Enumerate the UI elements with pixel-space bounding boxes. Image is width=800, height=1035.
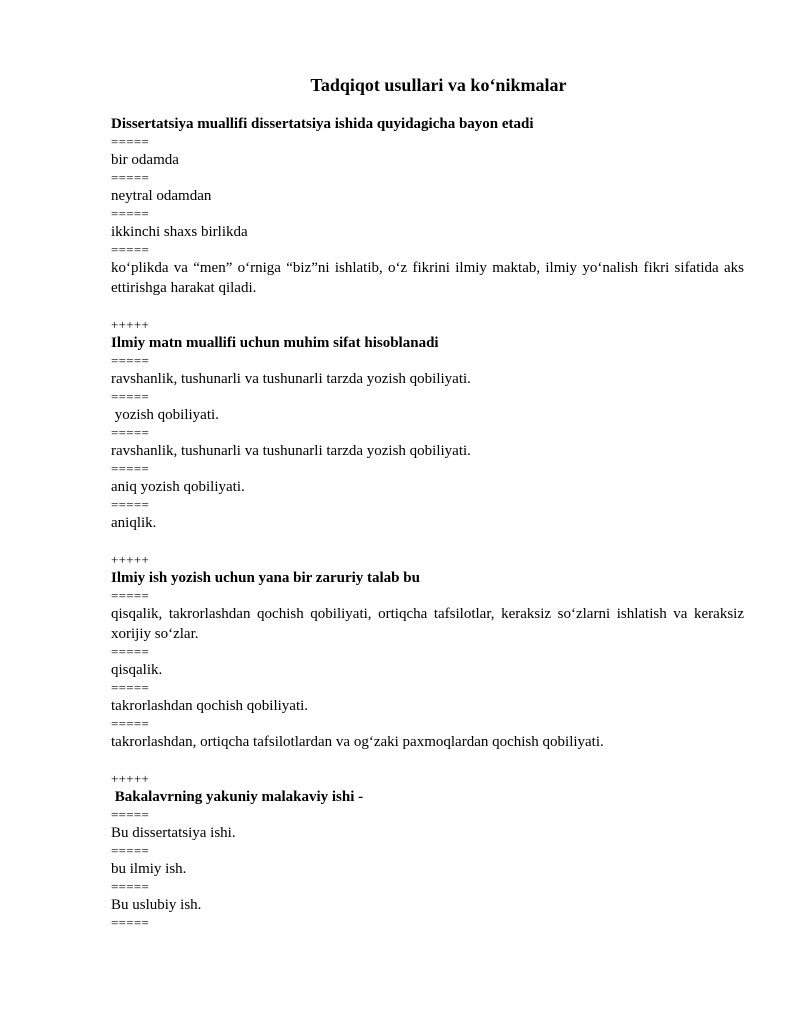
answer-separator: ===== — [111, 206, 150, 221]
answer-separator: ===== — [111, 879, 150, 894]
answer-option: Bu uslubiy ish. — [111, 897, 202, 913]
answer-option: ravshanlik, tushunarli va tushunarli tarzda yozish qobiliyati. — [111, 443, 471, 459]
answer-option: bu ilmiy ish. — [111, 861, 187, 877]
answer-separator: ===== — [111, 644, 150, 659]
block-marker: +++++ — [111, 552, 150, 567]
answer-option: aniq yozish qobiliyati. — [111, 479, 245, 495]
answer-separator: ===== — [111, 915, 150, 930]
answer-option: takrorlashdan, ortiqcha tafsilotlardan va og‘zaki paxmoqlardan qochish qobiliyati. — [111, 734, 604, 750]
answer-option: Bu dissertatsiya ishi. — [111, 825, 236, 841]
answer-separator: ===== — [111, 353, 150, 368]
question-block — [111, 114, 744, 298]
answer-option: ko‘plikda va “men” o‘rniga “biz”ni ishlatib, o‘z fikrini ilmiy maktab, ilmiy yo‘nalish fikri sifatida aks ettirishga harakat qiladi. — [111, 260, 744, 296]
question-text: Ilmiy matn muallifi uchun muhim sifat hisoblanadi — [111, 335, 439, 351]
answer-separator: ===== — [111, 134, 150, 149]
answer-option: neytral odamdan — [111, 188, 212, 204]
question-text: Bakalavrning yakuniy malakaviy ishi - — [111, 789, 364, 805]
answer-separator: ===== — [111, 242, 150, 257]
question-text: Ilmiy ish yozish uchun yana bir zaruriy talab bu — [111, 570, 420, 586]
answer-option: ravshanlik, tushunarli va tushunarli tarzda yozish qobiliyati. — [111, 371, 471, 387]
answer-separator: ===== — [111, 843, 150, 858]
answer-separator: ===== — [111, 588, 150, 603]
answer-option: qisqalik, takrorlashdan qochish qobiliyati, ortiqcha tafsilotlar, keraksiz so‘zlarni ishlatish va keraksiz xorijiy so‘zlar. — [111, 606, 744, 642]
question-block — [111, 771, 744, 931]
question-block — [111, 552, 744, 752]
answer-option: bir odamda — [111, 152, 179, 168]
block-marker: +++++ — [111, 317, 150, 332]
answer-option: qisqalik. — [111, 662, 163, 678]
answer-option: ikkinchi shaxs birlikda — [111, 224, 248, 240]
answer-option: takrorlashdan qochish qobiliyati. — [111, 698, 309, 714]
answer-separator: ===== — [111, 170, 150, 185]
answer-option: aniqlik. — [111, 515, 157, 531]
document-title: Tadqiqot usullari va ko‘nikmalar — [310, 75, 567, 95]
answer-separator: ===== — [111, 680, 150, 695]
question-block — [111, 317, 744, 533]
question-text: Dissertatsiya muallifi dissertatsiya ishida quyidagicha bayon etadi — [111, 116, 534, 132]
answer-separator: ===== — [111, 461, 150, 476]
block-marker: +++++ — [111, 771, 150, 786]
answer-option: yozish qobiliyati. — [111, 407, 219, 423]
answer-separator: ===== — [111, 425, 150, 440]
question-list — [111, 114, 744, 931]
answer-separator: ===== — [111, 716, 150, 731]
answer-separator: ===== — [111, 497, 150, 512]
answer-separator: ===== — [111, 807, 150, 822]
answer-separator: ===== — [111, 389, 150, 404]
